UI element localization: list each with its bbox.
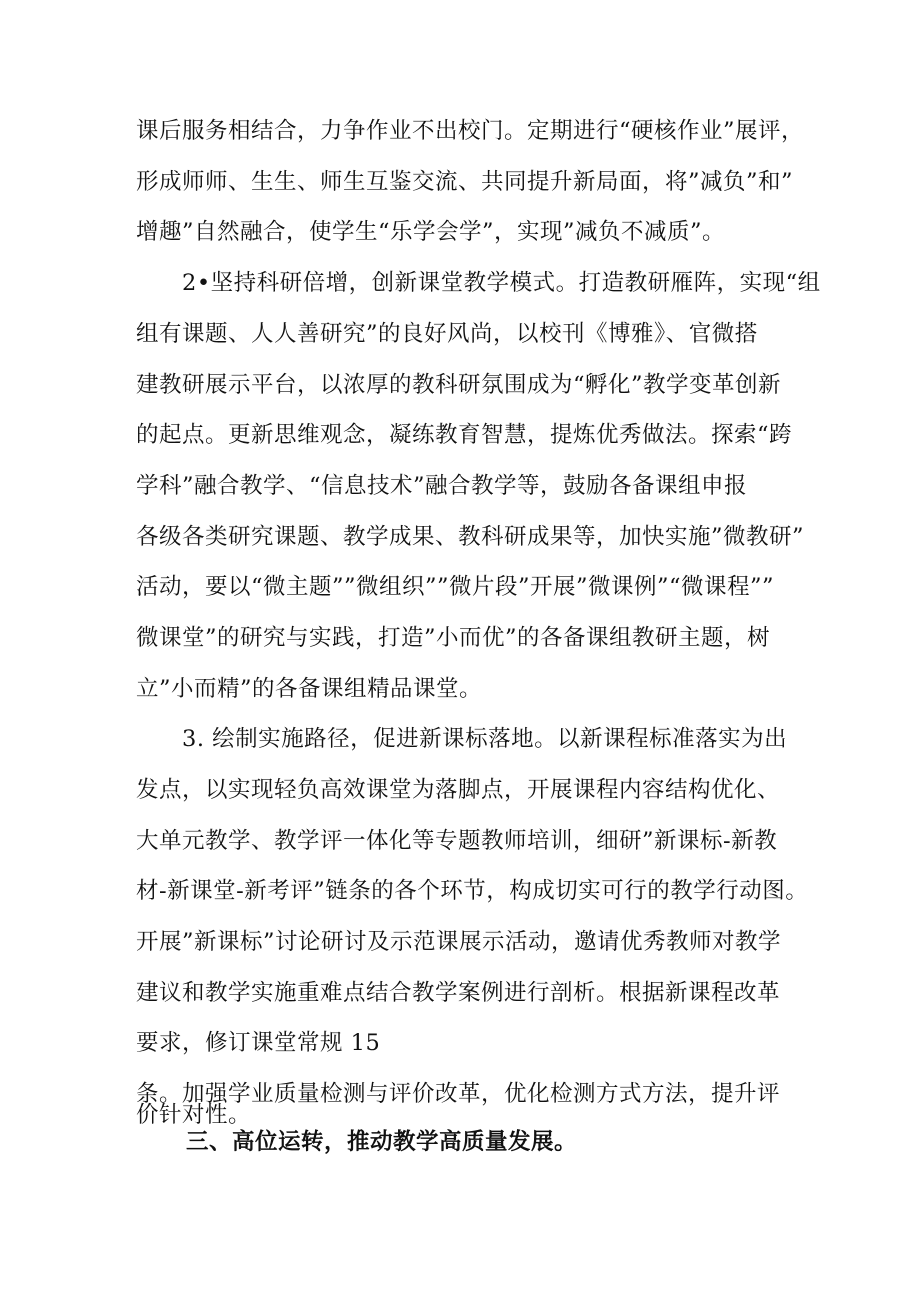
text-line: 要求，修订课堂常规 15 bbox=[136, 1030, 381, 1056]
text-line: 组有课题、人人善研究”的良好风尚，以校刊《博雅》、官微搭 bbox=[136, 321, 758, 347]
text-line: 学科”融合教学、“信息技术”融合教学等，鼓励各备课组申报 bbox=[136, 473, 748, 499]
paragraph-3-start: 3. 绘制实施路径，促进新课标落地。以新课程标准落实为出 bbox=[182, 726, 788, 752]
paragraph-2-start: 2•坚持科研倍增，创新课堂教学模式。打造教研雁阵，实现“组 bbox=[182, 270, 821, 296]
text-line: 增趣”自然融合，使学生“乐学会学”，实现”减负不减质”。 bbox=[136, 219, 726, 245]
text-line: 的起点。更新思维观念，凝练教育智慧，提炼优秀做法。探索“跨 bbox=[136, 422, 793, 448]
text-line: 形成师师、生生、师生互鉴交流、共同提升新局面，将”减负”和” bbox=[136, 169, 794, 195]
text-line: 条。加强学业质量检测与评价改革，优化检测方式方法，提升评 bbox=[136, 1081, 781, 1107]
section-heading: 三、高位运转，推动教学高质量发展。 bbox=[186, 1129, 578, 1155]
text-line-last: 价针对性。 bbox=[136, 1102, 252, 1128]
text-line: 活动，要以“微主题””微组织””微片段”开展”微课例”“微课程”” bbox=[136, 574, 775, 600]
text-line: 微课堂”的研究与实践，打造”小而优”的各备课组教研主题，树 bbox=[136, 625, 771, 651]
text-line: 建教研展示平台，以浓厚的教科研氛围成为“孵化”教学变革创新 bbox=[136, 372, 782, 398]
text-line: 课后服务相结合，力争作业不出校门。定期进行“硬核作业”展评， bbox=[136, 118, 805, 144]
text-line: 开展”新课标”讨论研讨及示范课展示活动，邀请优秀教师对教学 bbox=[136, 929, 782, 955]
text-line: 材-新课堂-新考评”链条的各个环节，构成切实可行的教学行动图。 bbox=[136, 878, 809, 904]
text-line: 建议和教学实施重难点结合教学案例进行剖析。根据新课程改革 bbox=[136, 980, 781, 1006]
text-line: 各级各类研究课题、教学成果、教科研成果等，加快实施”微教研” bbox=[136, 524, 805, 550]
text-line: 发点，以实现轻负高效课堂为落脚点，开展课程内容结构优化、 bbox=[136, 777, 781, 803]
text-line: 大单元教学、教学评一体化等专题教师培训，细研”新课标-新教 bbox=[136, 828, 778, 854]
text-line: 立”小而精”的各备课组精品课堂。 bbox=[136, 676, 483, 702]
